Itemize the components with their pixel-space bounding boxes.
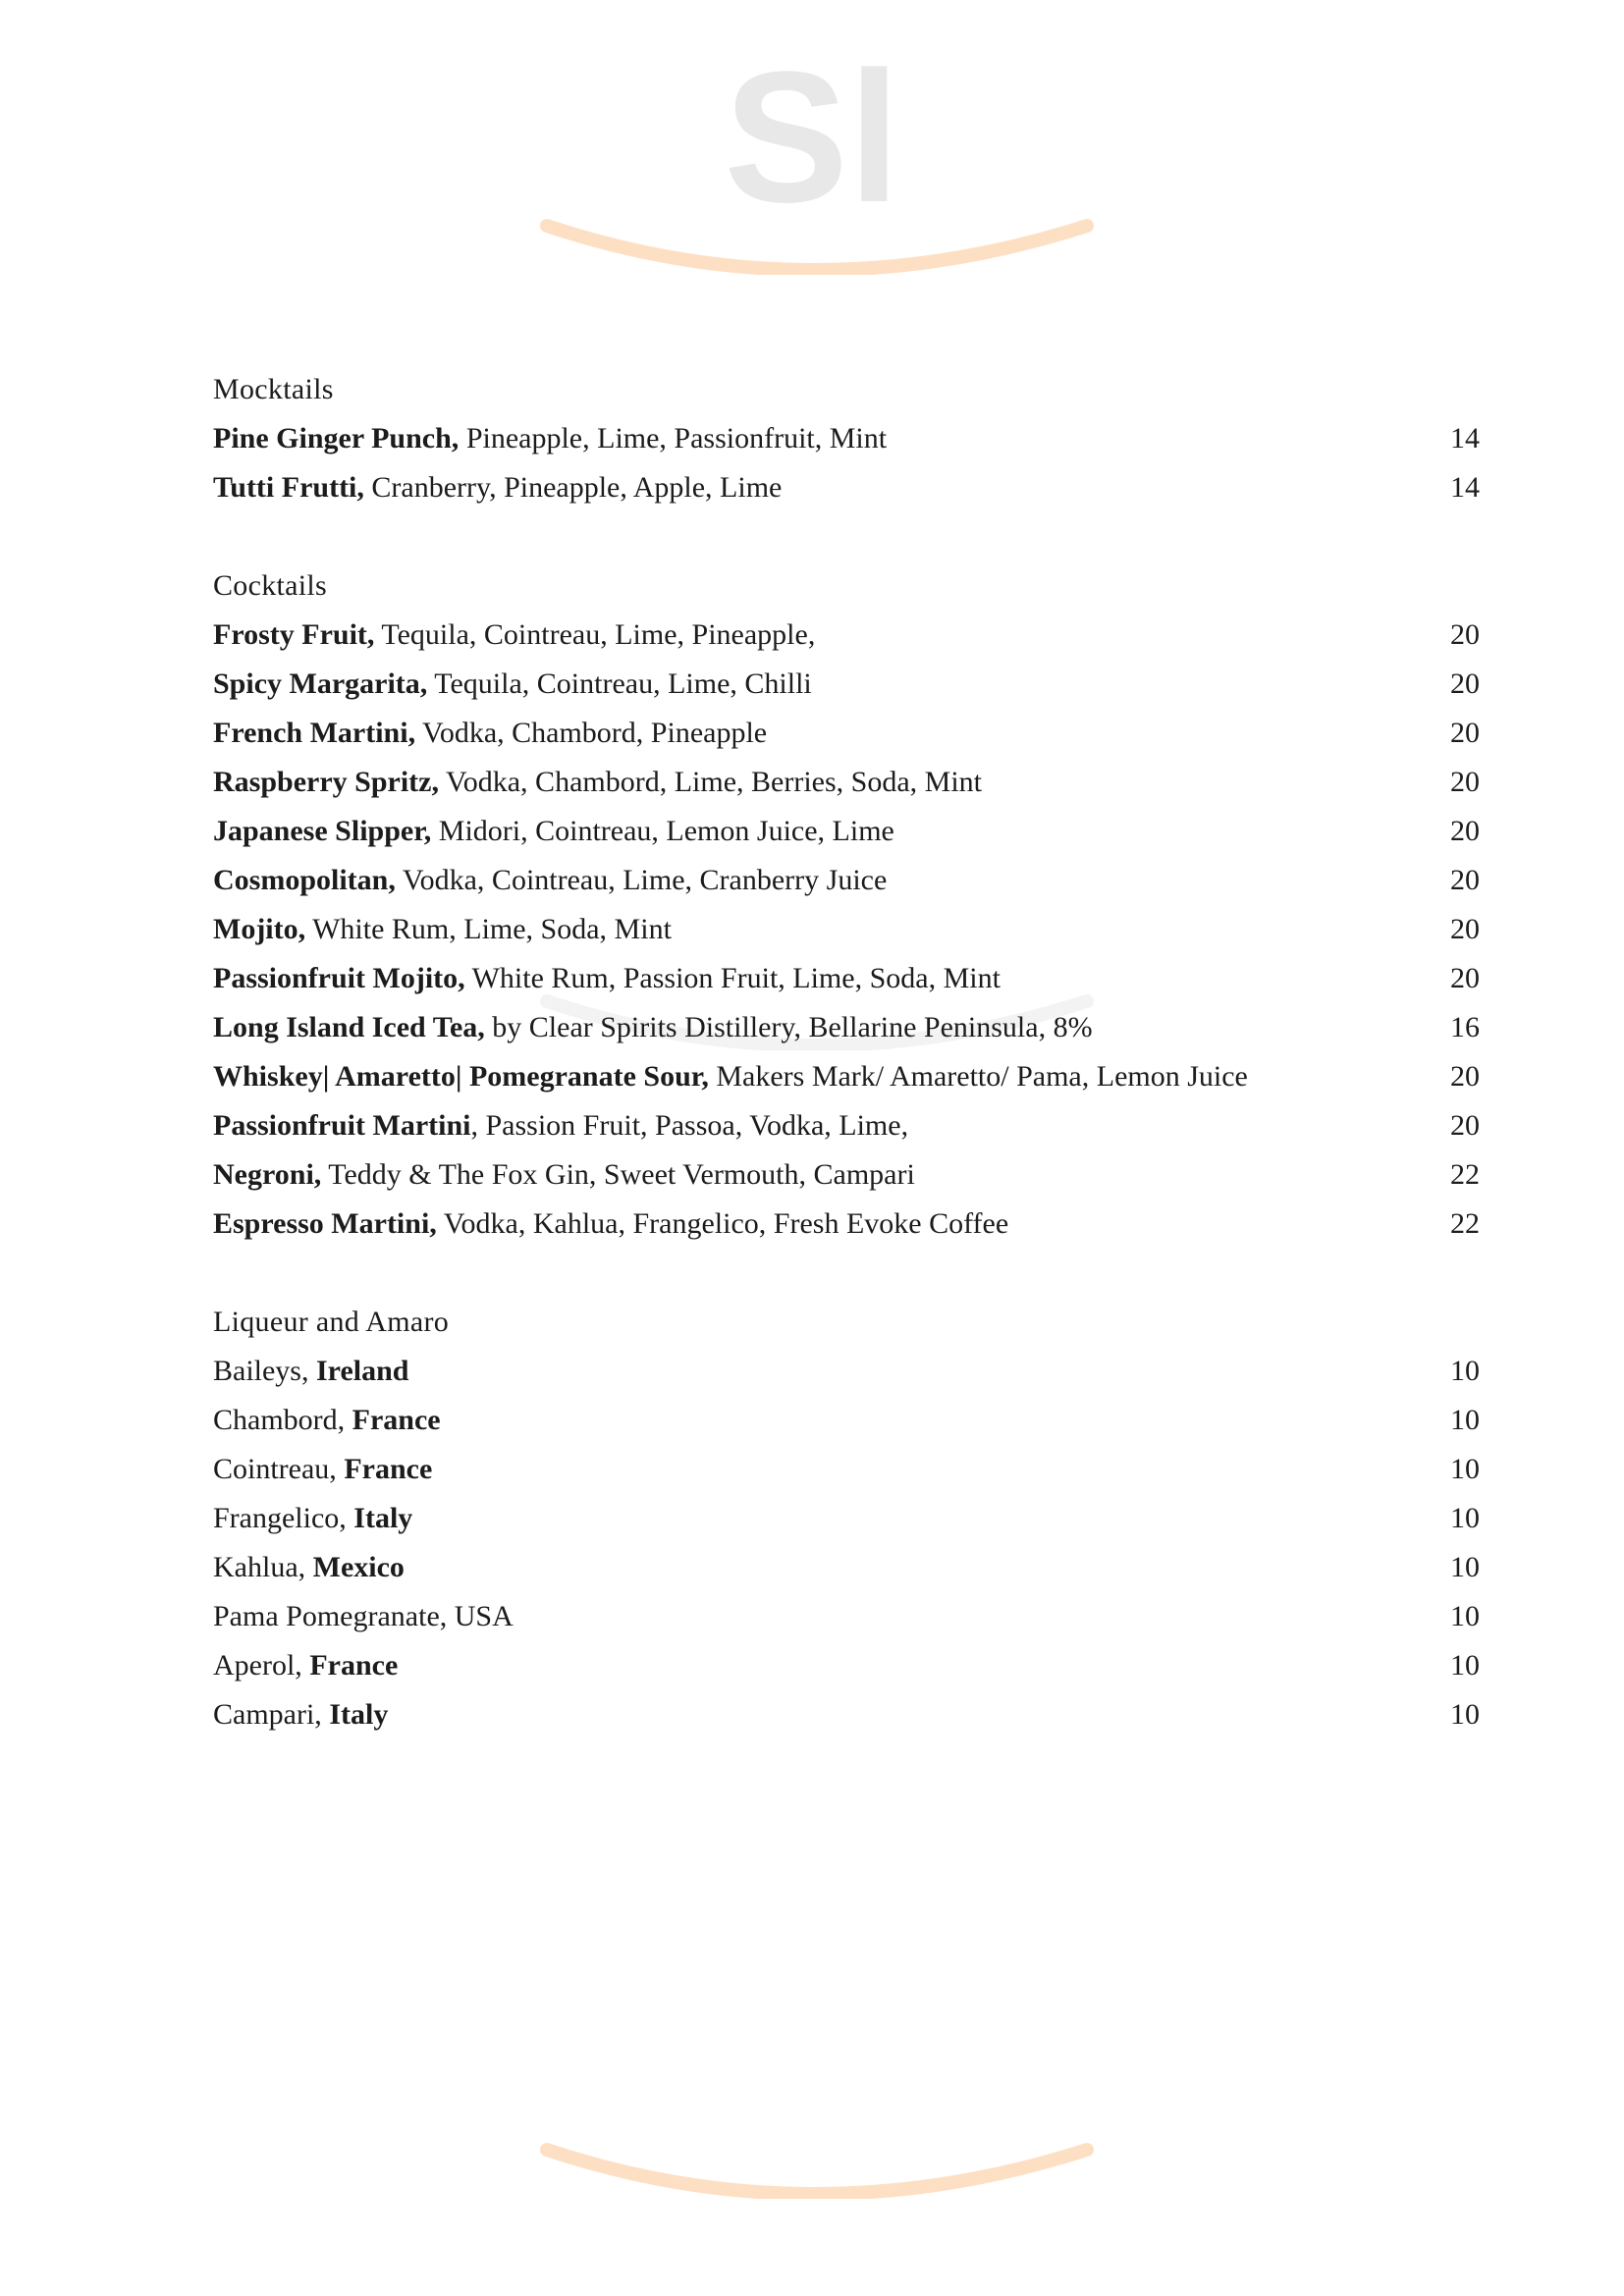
item-origin: USA — [454, 1600, 514, 1632]
menu-item — [213, 660, 1480, 709]
menu-item — [213, 463, 1480, 512]
item-text — [213, 422, 887, 455]
item-text — [213, 1207, 1008, 1241]
section-mocktails — [213, 365, 1480, 512]
item-price: 20 — [1450, 815, 1480, 847]
menu-item — [213, 1690, 1480, 1739]
item-name: Kahlua, — [213, 1551, 313, 1583]
item-text — [213, 618, 815, 652]
item-description: Vodka, Kahlua, Frangelico, Fresh Evoke Coffee — [436, 1207, 1009, 1240]
section-title: Cocktails — [213, 569, 328, 602]
item-description: Makers Mark/ Amaretto/ Pama, Lemon Juice — [708, 1060, 1248, 1093]
item-name: Pine Ginger Punch, — [213, 422, 460, 454]
item-text — [213, 1060, 1248, 1094]
item-price: 10 — [1450, 1355, 1480, 1387]
item-text — [213, 1649, 398, 1682]
item-price: 20 — [1450, 717, 1480, 749]
item-price: 10 — [1450, 1404, 1480, 1436]
item-price: 20 — [1450, 766, 1480, 798]
item-description: Teddy & The Fox Gin, Sweet Vermouth, Campari — [321, 1158, 915, 1191]
menu-item — [213, 1200, 1480, 1249]
item-description: , Passion Fruit, Passoa, Vodka, Lime, — [470, 1109, 909, 1142]
item-text — [213, 1109, 908, 1143]
item-price: 20 — [1450, 1109, 1480, 1142]
item-text — [213, 1355, 408, 1388]
menu-item — [213, 1003, 1480, 1052]
item-name: Cointreau, — [213, 1453, 345, 1485]
menu-item — [213, 1101, 1480, 1150]
item-name: Chambord, — [213, 1404, 352, 1436]
item-price: 14 — [1450, 471, 1480, 504]
menu-item — [213, 709, 1480, 758]
item-text — [213, 962, 1001, 995]
section-title: Liqueur and Amaro — [213, 1306, 450, 1338]
item-description: White Rum, Passion Fruit, Lime, Soda, Mint — [464, 962, 1001, 994]
item-description: Tequila, Cointreau, Lime, Chilli — [427, 667, 812, 700]
item-name: Frangelico, — [213, 1502, 354, 1534]
item-origin: France — [309, 1649, 399, 1682]
item-text — [213, 1502, 412, 1535]
item-text — [213, 1600, 514, 1633]
item-text — [213, 815, 894, 848]
item-text — [213, 1158, 915, 1192]
item-description: Vodka, Cointreau, Lime, Cranberry Juice — [395, 864, 888, 896]
item-price: 20 — [1450, 1060, 1480, 1093]
menu-item — [213, 1396, 1480, 1445]
item-name: Spicy Margarita, — [213, 667, 428, 700]
menu-item — [213, 1150, 1480, 1200]
item-name: Aperol, — [213, 1649, 310, 1682]
item-origin: Italy — [329, 1698, 389, 1731]
item-origin: France — [344, 1453, 433, 1485]
item-price: 22 — [1450, 1158, 1480, 1191]
watermark-top — [0, 39, 1624, 275]
item-description: Pineapple, Lime, Passionfruit, Mint — [459, 422, 888, 454]
menu-item — [213, 414, 1480, 463]
menu-item — [213, 1592, 1480, 1641]
item-price: 10 — [1450, 1453, 1480, 1485]
item-description: by Clear Spirits Distillery, Bellarine Peninsula, 8% — [484, 1011, 1093, 1043]
item-name: Negroni, — [213, 1158, 322, 1191]
item-origin: Ireland — [316, 1355, 409, 1387]
item-name: Baileys, — [213, 1355, 316, 1387]
item-price: 20 — [1450, 864, 1480, 896]
menu-item — [213, 1347, 1480, 1396]
item-text — [213, 1011, 1093, 1044]
item-price: 22 — [1450, 1207, 1480, 1240]
menu-item — [213, 1445, 1480, 1494]
item-name: Cosmopolitan, — [213, 864, 396, 896]
item-text — [213, 667, 812, 701]
item-name: Mojito, — [213, 913, 306, 945]
menu-item — [213, 1052, 1480, 1101]
item-price: 10 — [1450, 1698, 1480, 1731]
item-origin: Mexico — [312, 1551, 405, 1583]
item-price: 16 — [1450, 1011, 1480, 1043]
menu-item — [213, 856, 1480, 905]
item-description: Vodka, Chambord, Lime, Berries, Soda, Mint — [438, 766, 982, 798]
menu-item — [213, 954, 1480, 1003]
item-text — [213, 864, 887, 897]
item-name: French Martini, — [213, 717, 416, 749]
item-price: 10 — [1450, 1649, 1480, 1682]
item-description: Vodka, Chambord, Pineapple — [415, 717, 768, 749]
item-price: 20 — [1450, 913, 1480, 945]
section-title: Mocktails — [213, 373, 334, 405]
section-liqueur-and-amaro — [213, 1298, 1480, 1739]
item-text — [213, 471, 782, 505]
item-price: 10 — [1450, 1502, 1480, 1534]
item-name: Espresso Martini, — [213, 1207, 437, 1240]
menu-item — [213, 807, 1480, 856]
item-name: Passionfruit Martini — [213, 1109, 471, 1142]
item-text — [213, 1404, 441, 1437]
menu-item — [213, 758, 1480, 807]
item-text — [213, 766, 982, 799]
item-name: Raspberry Spritz, — [213, 766, 439, 798]
item-origin: Italy — [353, 1502, 413, 1534]
item-price: 20 — [1450, 667, 1480, 700]
item-name: Frosty Fruit, — [213, 618, 375, 651]
menu-item — [213, 1494, 1480, 1543]
item-name: Whiskey| Amaretto| Pomegranate Sour, — [213, 1060, 709, 1093]
item-name: Pama Pomegranate, — [213, 1600, 455, 1632]
item-text — [213, 1698, 388, 1732]
menu-item — [213, 1641, 1480, 1690]
item-name: Long Island Iced Tea, — [213, 1011, 485, 1043]
item-description: Midori, Cointreau, Lemon Juice, Lime — [431, 815, 894, 847]
item-text — [213, 1551, 405, 1584]
item-price: 20 — [1450, 618, 1480, 651]
watermark-bottom — [0, 1963, 1624, 2199]
item-text — [213, 717, 767, 750]
item-price: 10 — [1450, 1551, 1480, 1583]
sluurpy-logo-icon — [409, 39, 1215, 275]
item-text — [213, 1453, 432, 1486]
item-description: White Rum, Lime, Soda, Mint — [305, 913, 672, 945]
svg-text:Sl: Sl — [724, 39, 900, 241]
menu-item — [213, 611, 1480, 660]
item-name: Tutti Frutti, — [213, 471, 364, 504]
item-description: Tequila, Cointreau, Lime, Pineapple, — [374, 618, 816, 651]
drinks-menu — [213, 365, 1480, 1789]
menu-item — [213, 1543, 1480, 1592]
item-name: Campari, — [213, 1698, 330, 1731]
item-description: Cranberry, Pineapple, Apple, Lime — [363, 471, 783, 504]
item-origin: France — [352, 1404, 441, 1436]
section-cocktails — [213, 561, 1480, 1249]
item-price: 14 — [1450, 422, 1480, 454]
item-name: Japanese Slipper, — [213, 815, 432, 847]
item-name: Passionfruit Mojito, — [213, 962, 465, 994]
menu-item — [213, 905, 1480, 954]
item-price: 20 — [1450, 962, 1480, 994]
item-price: 10 — [1450, 1600, 1480, 1632]
sluurpy-logo-icon — [409, 1963, 1215, 2199]
item-text — [213, 913, 672, 946]
